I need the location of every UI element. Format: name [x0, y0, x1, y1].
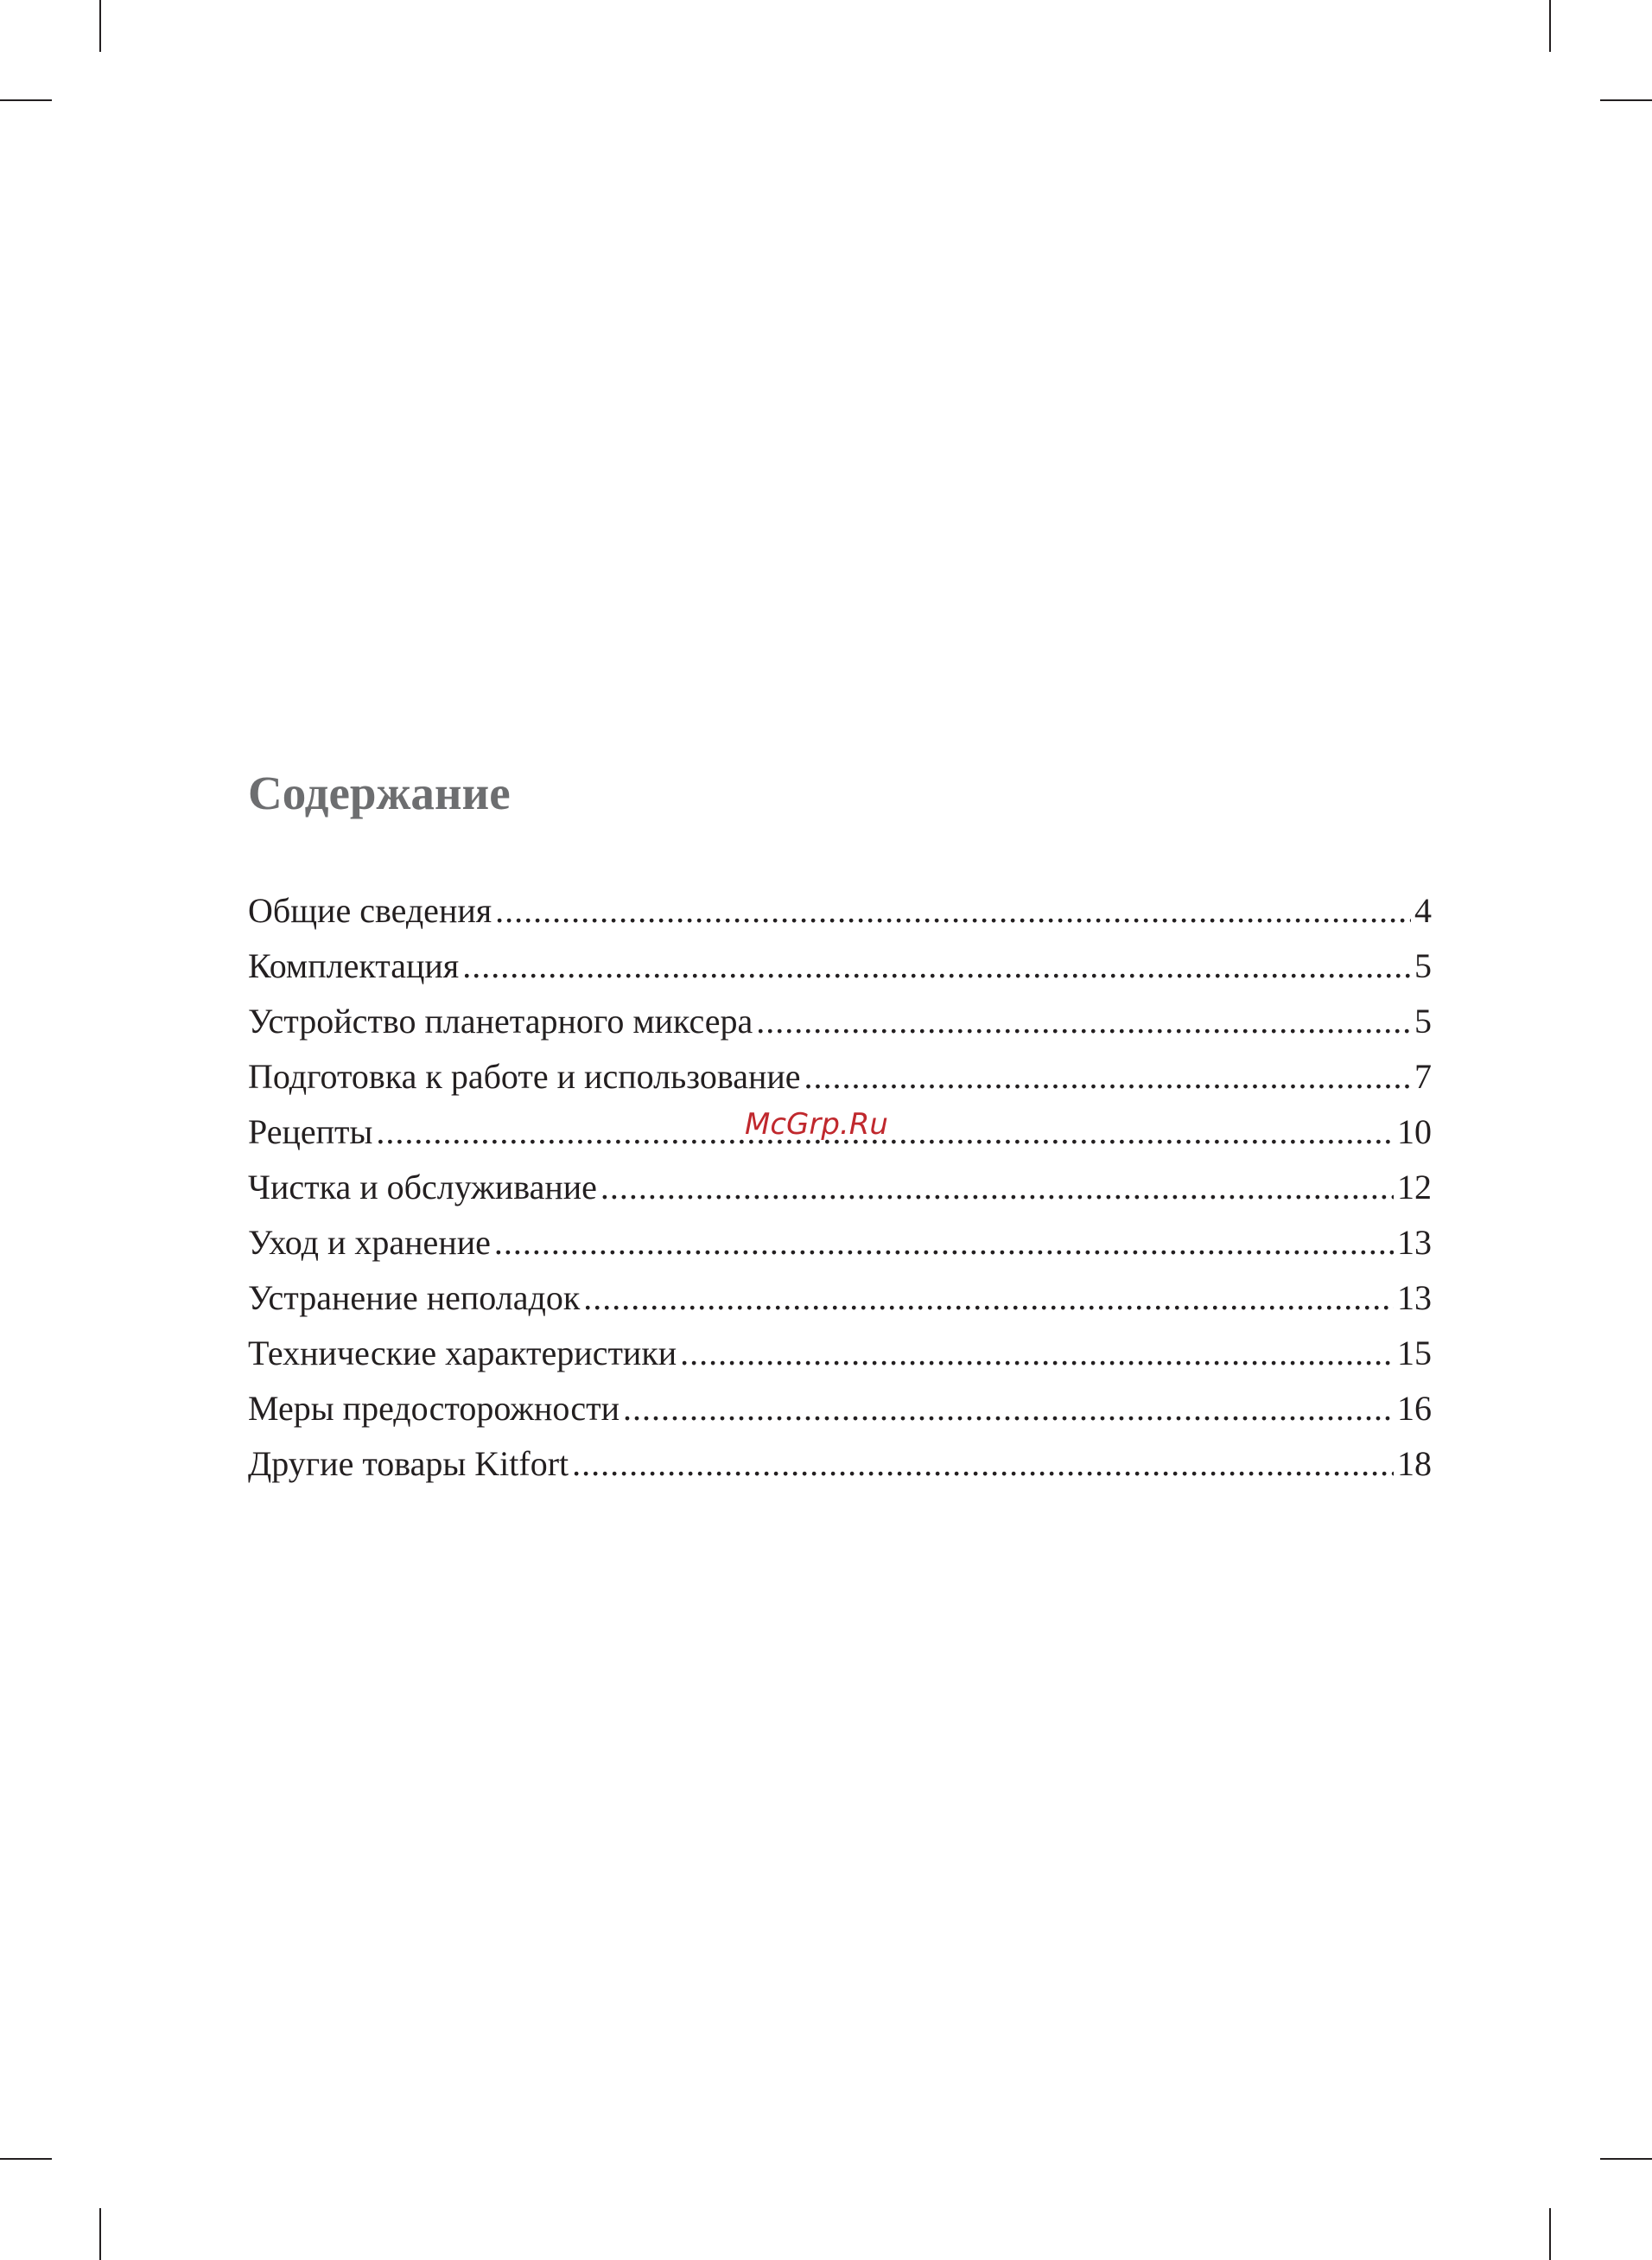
toc-entry[interactable]	[248, 1049, 1432, 1105]
toc-entry-page-number: 7	[1414, 1057, 1432, 1096]
toc-entry[interactable]	[248, 1215, 1432, 1270]
toc-entry-page-number: 10	[1397, 1112, 1432, 1151]
toc-entry-page-number: 5	[1414, 946, 1432, 985]
toc-entry-page-number: 16	[1397, 1389, 1432, 1428]
toc-entry-label: Меры предосторожности	[248, 1389, 620, 1428]
toc-entry[interactable]	[248, 994, 1432, 1049]
toc-dot-leader	[680, 1326, 1394, 1381]
toc-entry-label: Рецепты	[248, 1112, 373, 1151]
toc-entry[interactable]	[248, 1270, 1432, 1326]
toc-entry-page-number: 12	[1397, 1168, 1432, 1206]
toc-entry-page-number: 18	[1397, 1444, 1432, 1483]
crop-mark-top-right-vertical	[1549, 0, 1551, 52]
crop-mark-bottom-left-vertical	[99, 2208, 101, 2260]
crop-mark-top-right-horizontal	[1600, 99, 1652, 101]
toc-list	[248, 883, 1432, 1492]
toc-dot-leader	[495, 883, 1411, 939]
toc-entry[interactable]	[248, 1326, 1432, 1381]
toc-entry[interactable]	[248, 883, 1432, 939]
crop-mark-top-left-horizontal	[0, 99, 52, 101]
crop-mark-bottom-right-horizontal	[1600, 2158, 1652, 2160]
toc-entry-page-number: 5	[1414, 1002, 1432, 1041]
toc-dot-leader	[583, 1270, 1394, 1326]
toc-entry-page-number: 13	[1397, 1278, 1432, 1317]
toc-entry-label: Подготовка к работе и использование	[248, 1057, 801, 1096]
toc-entry-page-number: 4	[1414, 891, 1432, 930]
toc-entry-label: Устранение неполадок	[248, 1278, 581, 1317]
toc-entry-page-number: 13	[1397, 1223, 1432, 1262]
crop-mark-top-left-vertical	[99, 0, 101, 52]
crop-mark-bottom-left-horizontal	[0, 2158, 52, 2160]
toc-entry[interactable]	[248, 1160, 1432, 1215]
toc-dot-leader	[756, 994, 1411, 1049]
toc-dot-leader	[600, 1160, 1394, 1215]
toc-dot-leader	[623, 1381, 1394, 1436]
toc-entry[interactable]	[248, 1381, 1432, 1436]
toc-dot-leader	[494, 1215, 1394, 1270]
toc-dot-leader	[462, 939, 1411, 994]
toc-title: Содержание	[248, 767, 511, 819]
toc-entry[interactable]	[248, 939, 1432, 994]
toc-entry-label: Технические характеристики	[248, 1334, 677, 1372]
toc-entry-page-number: 15	[1397, 1334, 1432, 1372]
watermark: McGrp.Ru	[745, 1107, 888, 1142]
toc-entry-label: Другие товары Kitfort	[248, 1444, 569, 1483]
toc-entry-label: Комплектация	[248, 946, 460, 985]
toc-entry-label: Общие сведения	[248, 891, 492, 930]
toc-entry-label: Устройство планетарного миксера	[248, 1002, 753, 1041]
toc-entry-label: Чистка и обслуживание	[248, 1168, 597, 1206]
toc-dot-leader	[572, 1436, 1394, 1492]
toc-entry[interactable]	[248, 1436, 1432, 1492]
toc-entry-label: Уход и хранение	[248, 1223, 491, 1262]
toc-dot-leader	[804, 1049, 1411, 1105]
crop-mark-bottom-right-vertical	[1549, 2208, 1551, 2260]
